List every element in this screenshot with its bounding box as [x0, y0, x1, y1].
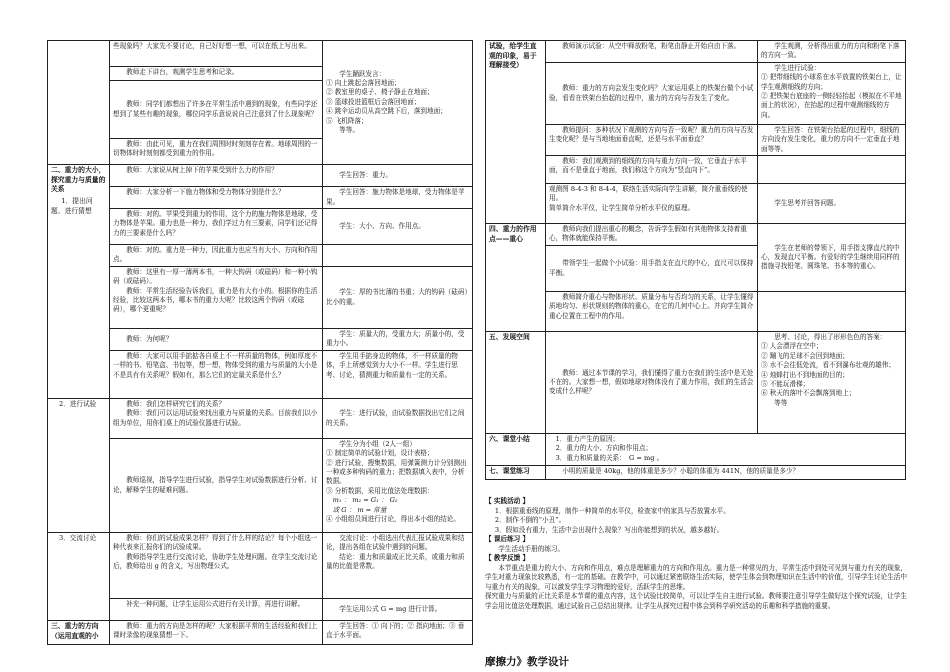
summary-content: 1．重力产生的原因； 2．重力的大小、方向和作用点； 3．重力和质量的关系： G = mg 。: [546, 434, 906, 466]
stage-2-title: 二、重力的大小，探究重力与质量的关系 1．提出问题、进行猜想: [48, 165, 110, 399]
stage-7-title: 七、课堂练习: [486, 466, 546, 480]
student-activity: 学生：厚的书比薄的书重；大的钩码（砝码）比小的重。: [323, 267, 473, 329]
stage-4-title: 四、重力的作用点——重心: [486, 224, 546, 332]
teacher-activity: 教师：同学们都想出了许多在平常生活中遇到的现象，有些同学还想到了某些有趣的现象，哪位同学乐意说说自己注意到了什么现象呢？: [110, 81, 323, 139]
student-activity: 学生进行试验： ① 把带细线的小球系在水平放置的铁架台上，让学生观测细线的方向； ② 把铁架台底座的一侧轻轻抬起（模拟在不平地面上的状况），在抬起的过程中观测细线的方向。: [758, 63, 906, 125]
teacher-activity: 教师：对的。重力是一种力，因此重力也应当有大小、方向和作用点。: [110, 245, 323, 267]
student-activity: 学生：大小、方向、作用点。: [323, 209, 473, 245]
student-activity: 学生回答：重力。: [323, 165, 473, 187]
stage-3-title: 三、重力的方向（运用直观的小: [48, 621, 110, 645]
teacher-activity: 教师：为何呢？: [110, 329, 323, 351]
student-activity: 学生：进行试验，由试验数据找出它们之间的关系。: [323, 399, 473, 439]
stage-6-title: 六、课堂小结: [486, 434, 546, 466]
teacher-activity: 观测图 8-4-3 和 8-4-4，联络生活实际向学生讲解，简介重垂线的使用。 简单简介水平仪，让学生简单分析水平仪的原理。: [546, 184, 758, 224]
stage-5-title: 五、发展空间: [486, 332, 546, 434]
teacher-activity: 带领学生一起做个小试验：用手指支在直尺的中心，直尺可以保持平衡。: [546, 246, 758, 292]
student-activity: 学生：质量大的，受重力大；质量小的，受重力小。: [323, 329, 473, 351]
next-section-title: 摩擦力》教学设计: [485, 656, 569, 668]
practice-activities: 【 实践活动 】 1．根据重垂线的原理，制作一种简单的水平仪，检查家中的家具与否放置水平。 2．制作不倒的“小丑”。 3．假如没有重力，生活中会出现什么现象？写出你能想到的状况，越多越好。 【 课后练习 】 学生活动手册的练习。 【 教学反馈 】 本节重点是重力的大小、方向和作用点，难点是理解重力的方向和作用点。重力是一种常见的力，平常生活中到处可见到与重力有关的现象，学生对重力现象比较熟悉，有一定的基础。在教学中，可以通过紧密联络生活实际，使学生体会到物理知识在生活中的价值，引导学生讨论生活中与重力有关的现象，可以激发学生学习物理的爱好，活跃学生的思维。 探究重力与质量的正比关系是本节课的重点内容，这个试验比较简单，可以让学生自主进行试验。教师要注意引导学生做好这个探究试验，让学生学会用比值法处理数据，通过试验自己总结出规律。让学生从探究过程中体会到科学研究活动的乐趣和科学措施的重要。: [485, 497, 910, 612]
student-activity: 学生思考并回答问题。: [758, 184, 906, 224]
teacher-activity: 教师演示试验：从空中释放粉笔，粉笔由静止开始自由下落。: [546, 41, 758, 63]
stage-2-step-2: 2．进行试验: [48, 399, 110, 533]
teacher-activity: 些现象吗？大家先不要讨论，自己好好想一想，可以在纸上写出来。: [110, 41, 323, 67]
teacher-activity: 教师：由此可见，重力在我们周围时时刻刻存在着。地球周围的一切物体时时刻刻都受到重力的作用。: [110, 139, 323, 165]
section-heading: 【 实践活动 】: [485, 497, 530, 505]
teacher-activity: 教师：通过本节课的学习，我们懂得了重力在我们的生活中是无处不在的。大家想一想，假如地球对物体没有了重力作用，我们的生活会变成什么样呢？: [546, 332, 758, 434]
exercise-content: 小明的质量是 40kg，他的体重是多少？小聪的体重为 441N，他的质量是多少？: [546, 466, 906, 480]
teacher-activity: 教师：大家可以用手掂掂各自桌上不一样质量的物体，例如厚度不一样的书、铅笔盒、书包等，想一想，物体受到的重力与质量的大小是不是具有有关系呢？假如有，那么它们的定量关系是什么？: [110, 351, 323, 399]
student-activity: 交流讨论：小组选出代表汇报试验成果和结论，提出各组在试验中遇到的问题。 结论：重力和质量成正比关系，或重力和质量的比值是常数。: [323, 533, 473, 599]
teacher-activity: 教师：我们怎样研究它们的关系？ 教师：我们可以运用试验来找出重力与质量的关系。目前我们以小组为单位，用你们桌上的试验仪器进行试验。: [110, 399, 323, 439]
student-activity: 学生运用公式 G = mg 进行计算。: [323, 599, 473, 621]
student-activity: 学生在老师的带领下，用手指支撑直尺的中心，发现直尺平衡。有爱好的学生继续用同样的措施寻找铅笔、圆珠笔、书本等的重心。: [758, 224, 906, 292]
lesson-plan-table-left: [47, 40, 473, 645]
feedback-paragraph: 本节重点是重力的大小、方向和作用点，难点是理解重力的方向和作用点。重力是一种常见的力，平常生活中到处可见到与重力有关的现象，学生对重力现象比较熟悉，有一定的基础。在教学中，可以通过紧密联络生活实际，使学生体会到物理知识在生活中的价值，引导学生讨论生活中与重力有关的现象，可以激发学生学习物理的爱好，活跃学生的思维。: [485, 563, 907, 591]
student-activity: [758, 156, 906, 184]
student-activity: [323, 245, 473, 267]
teacher-activity: 教师：你们的试验成果怎样？得到了什么样的结论？每个小组选一种代表来汇报你们的试验成果。 教师指导学生进行交流讨论，协助学生处理问题。在学生交流讨论后，教师给出 g 的含义，写出物理公式。: [110, 533, 323, 599]
teacher-activity: 教师：我们观测到的细线的方向与重力方向一致，它垂直于水平面，而不是垂直于地面，我们称这个方向为“竖直向下”。: [546, 156, 758, 184]
teacher-activity: 教师：重力的方向会发生变化吗？大家运用桌上的铁架台做个小试验，看看在铁架台抬起的过程中，重力的方向与否发生了变化。: [546, 63, 758, 125]
stage-cell: [48, 41, 110, 165]
teacher-activity: 教师简介重心与物体形状、质量分布与否均匀的关系，让学生懂得质地均匀、形状规则的物体的重心，在它的几何中心上。并向学生简介重心位置在工程中的作用。: [546, 292, 758, 332]
section-heading: 【 课后练习 】: [485, 535, 530, 544]
teacher-activity: 教师：这里有一厚一薄两本书，一种大钩码（或砝码）和一种小钩码（或砝码）。 教师：平常生活经验告诉我们，重力是有大有小的。根据你的生活经验，比较这两本书，哪本书的重力大呢？比较这两个钩码（或砝码），哪个更重呢？: [110, 267, 323, 329]
teacher-activity: 教师：大家说从树上掉下的苹果受到什么力的作用？: [110, 165, 323, 187]
teacher-activity: 教师向我们提出重心的概念，告诉学生假如有其他物体支持着重心，物体就能保持平衡。: [546, 224, 758, 246]
feedback-paragraph: 探究重力与质量的正比关系是本节课的重点内容，这个试验比较简单，可以让学生自主进行试验。教师要注意引导学生做好这个探究试验，让学生学会用比值法处理数据，通过试验自己总结出规律。让学生从探究过程中体会到科学研究活动的乐趣和科学措施的重要。: [485, 592, 907, 611]
student-activity: 学生观测，分析得出重力的方向和粉笔下落的方向一致。: [758, 41, 906, 63]
teacher-activity: 教师巡视，指导学生进行试验，指导学生对试验数据进行分析、讨论，解释学生的疑难问题。: [110, 439, 323, 533]
student-activity: 学生用手掂身边的物体，不一样质量的物体，手上所感觉到力大小不一样。学生进行思考、讨论，猜测重力和质量有一定的关系。: [323, 351, 473, 399]
teacher-activity: 教师提问：多种状况下观测的方向与否一致呢？重力的方向与否发生变化呢？是与当地地面垂直呢，还是与水平面垂直？: [546, 125, 758, 156]
teacher-activity: 教师走下讲台，观测学生思考和记录。: [110, 67, 323, 81]
stage-3-title-cont: 试验，给学生直观的印象，易于理解接受）: [486, 41, 546, 224]
teacher-activity: 教师：大家分析一下施力物体和受力物体分别是什么？: [110, 187, 323, 209]
teacher-activity: 教师：对的。苹果受到重力的作用，这个力的施力物体是地球，受力物体是苹果。重力也是一种力，我们学过力有三要素，同学们还记得力的三要素是什么吗？: [110, 209, 323, 245]
stage-2-step-3: 3．交流讨论: [48, 533, 110, 621]
student-activity: 学生回答：在铁架台抬起的过程中，细线的方向没有发生变化，重力的方向不一定垂直于地面等等。: [758, 125, 906, 156]
teacher-activity: 补充一种问题，让学生运用公式进行有关计算，再进行讲解。: [110, 599, 323, 621]
student-activity: 学生踊跃发言： ① 向上跳起会落回地面； ② 教室里的桌子、椅子静止在地面； ③ 篮球投进篮框后会落回地面； ④ 跳伞运动员从高空跳下后，落到地面； ⑤ 飞机降落； 等等。: [323, 41, 473, 165]
lesson-plan-table-right: [485, 40, 906, 480]
student-activity: 学生回答：① 向下的；② 指向地面；③ 垂直于水平面。: [323, 621, 473, 645]
teacher-activity: 教师：重力的方向是怎样的呢？大家根据平常的生活经验和我们上课时录像的现象猜想一下。: [110, 621, 323, 645]
student-activity: 学生分为小组（2人一组） ① 制定简单的试验计划，设计表格； ② 进行试验，搜集数据，用弹簧测力计分别测出一种或多种钩码的重力；把数据填入表中，分析数据。 ③ 分析数据，采用比值法处理数据： m₁ ： m₂ = G₁ ： G₂ 或 G ： m = 常量 ④ 小组组员间进行讨论，得出本小组的结论。: [323, 439, 473, 533]
section-heading: 【 教学反馈 】: [485, 554, 530, 563]
student-activity: 思考、讨论，得出了形形色色的答案： ① 人会漂浮在空中； ② 蹦飞的足球不会回到地面； ③ 水不会往低处流，看不到瀑布壮观的雄伟； ④ 烛蜂打出不到地面的目的； ⑤ 不能玩滑梯； ⑥ 秋天的落叶不会飘落到地上； 等等: [758, 332, 906, 434]
student-activity: [758, 292, 906, 332]
student-activity: 学生回答：施力物体是地球，受力物体是苹果。: [323, 187, 473, 209]
